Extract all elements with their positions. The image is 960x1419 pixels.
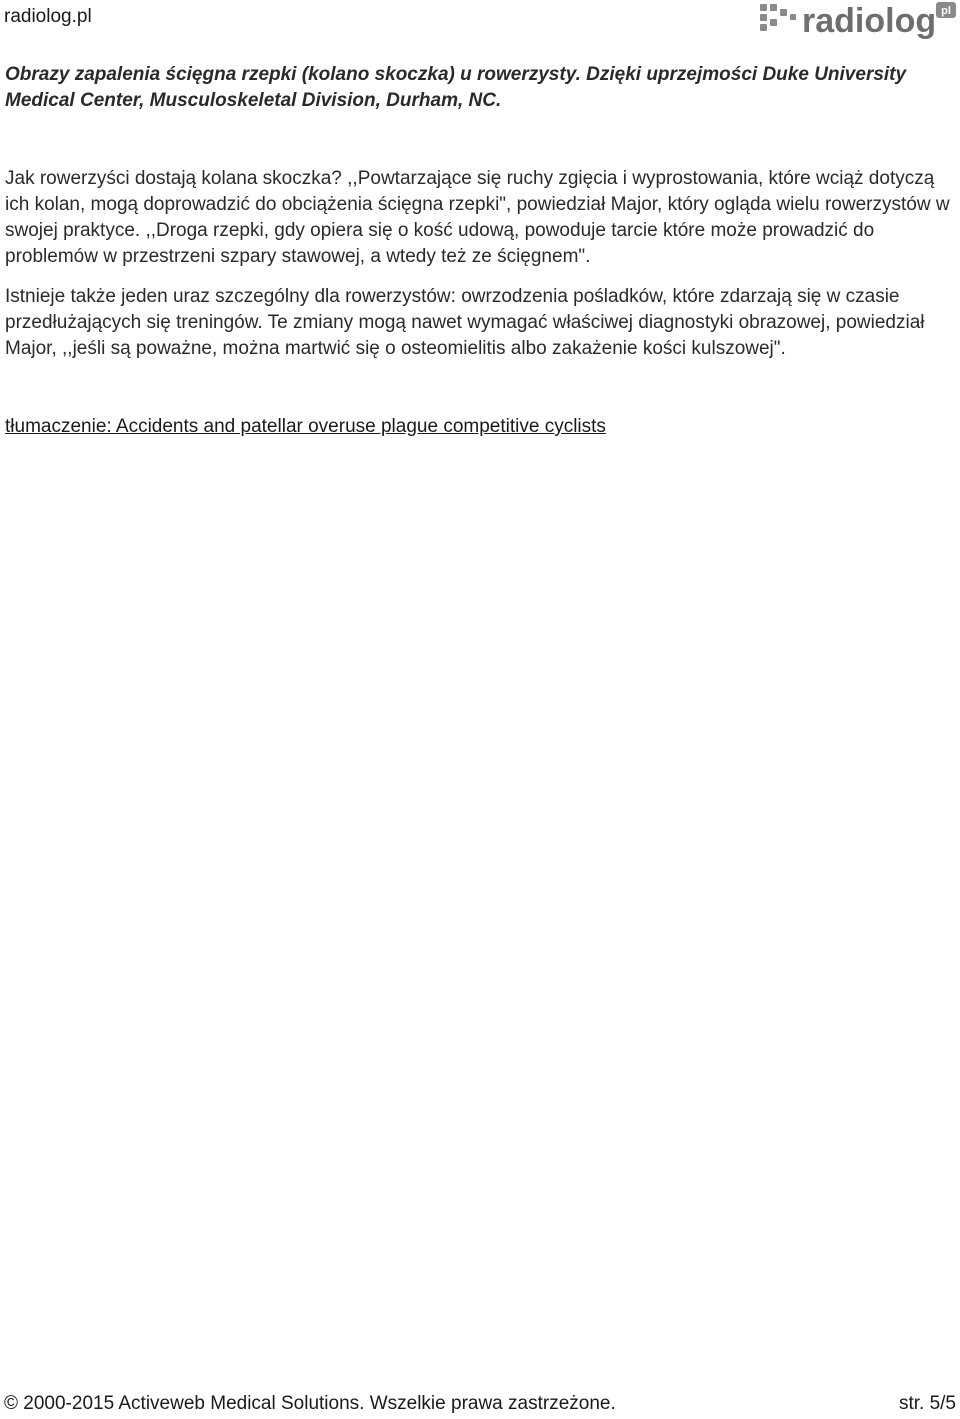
footer-copyright: © 2000-2015 Activeweb Medical Solutions. Wszelkie prawa zastrzeżone. bbox=[4, 1393, 616, 1414]
logo-wordmark: radiolog bbox=[802, 2, 937, 40]
site-name: radiolog.pl bbox=[4, 6, 92, 27]
radiolog-logo bbox=[758, 0, 958, 44]
paragraph-jumpers-knee: Jak rowerzyści dostają kolana skoczka? ,,Powtarzające się ruchy zgięcia i wyprostowania, które wciąż dotyczą ich kolan, mogą doprowadzić do obciążenia ścięgna rzepki", powiedział Major, który ogląda wielu rowerzystów w swojej praktyce. ,,Droga rzepki, gdy opiera się o kość udową, powoduje tarcie które może prowadzić do problemów w przestrzeni szpary stawowej, a wtedy też ze ścięgnem". bbox=[5, 168, 950, 267]
page-number: str. 5/5 bbox=[898, 1393, 956, 1414]
image-caption: Obrazy zapalenia ścięgna rzepki (kolano skoczka) u rowerzysty. Dzięki uprzejmości Duke University Medical Center, Musculoskeletal Division, Durham, NC. bbox=[5, 64, 907, 111]
logo-dots-icon bbox=[760, 4, 796, 31]
article-content bbox=[5, 62, 950, 440]
paragraph-ulcers: Istnieje także jeden uraz szczególny dla rowerzystów: owrzodzenia pośladków, które zdarzają się w czasie przedłużających się treningów. Te zmiany mogą nawet wymagać właściwej diagnostyki obrazowej, powiedział Major, ,,jeśli są poważne, można martwić się o osteomielitis albo zakażenie kości kulszowej". bbox=[5, 286, 925, 359]
translation-source-link[interactable]: tłumaczenie: Accidents and patellar overuse plague competitive cyclists bbox=[5, 416, 606, 437]
logo-badge: pl bbox=[941, 5, 951, 17]
